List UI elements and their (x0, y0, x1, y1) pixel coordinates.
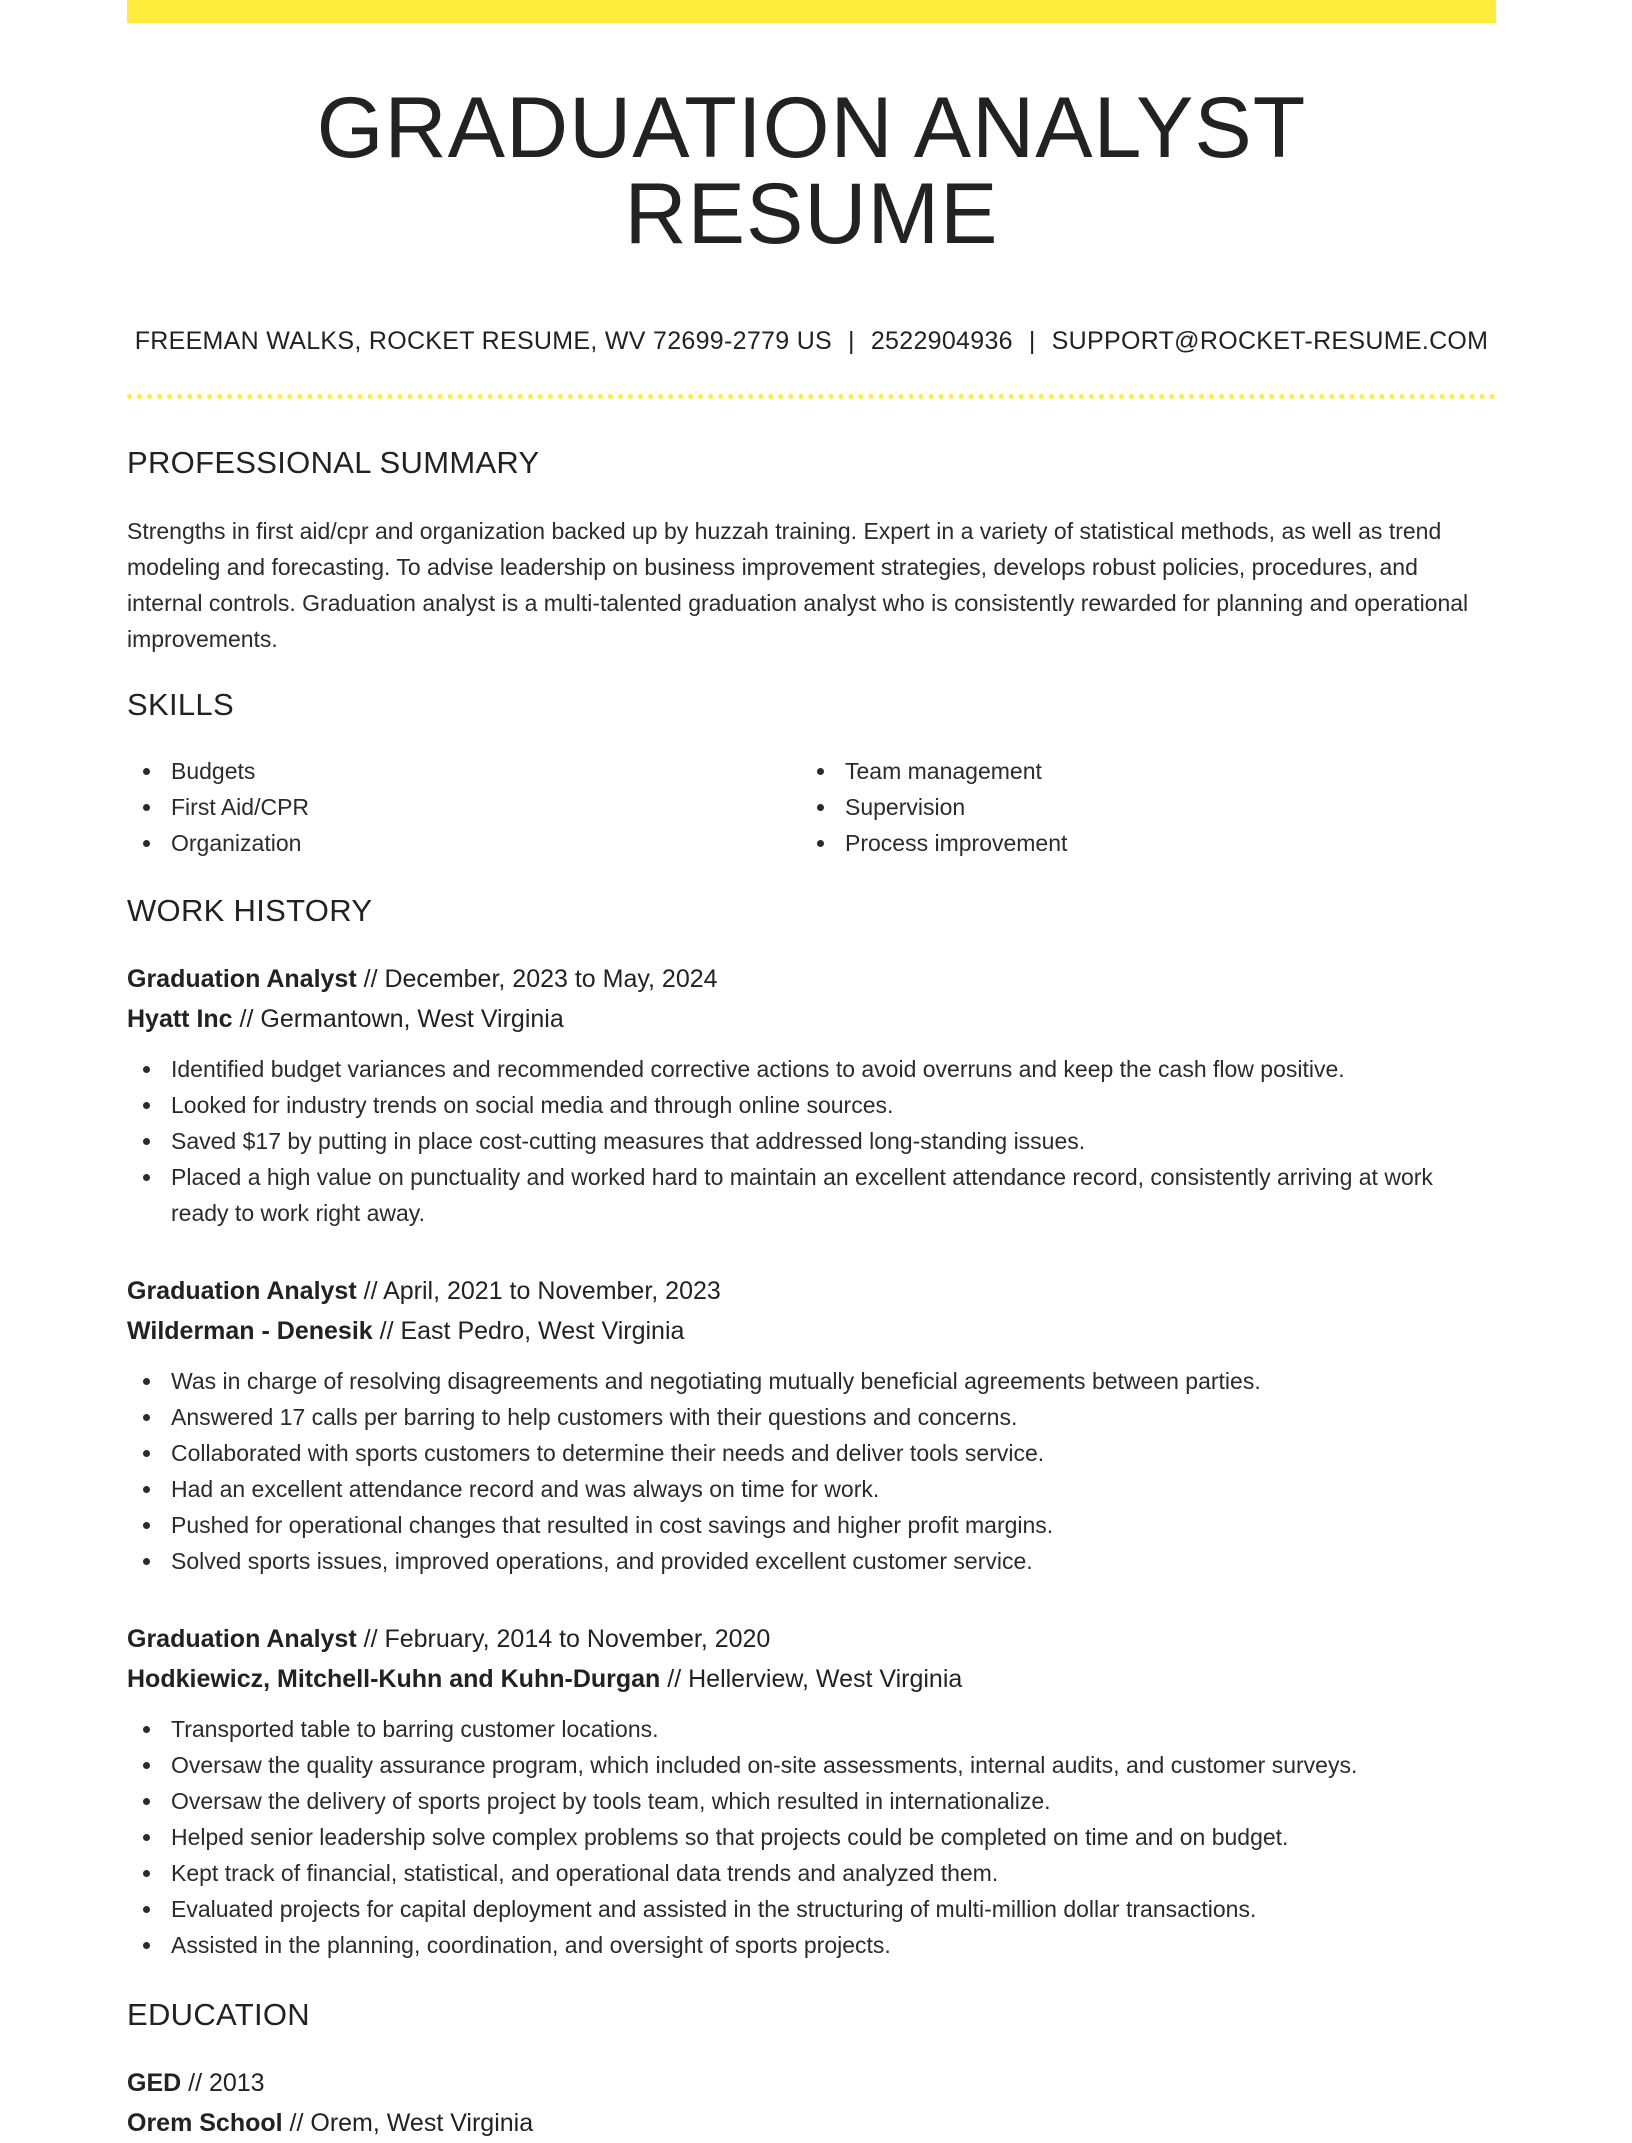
job-location: // Hellerview, West Virginia (660, 1665, 963, 1693)
job-location: // East Pedro, West Virginia (372, 1317, 685, 1345)
job-company: Hyatt Inc (127, 1005, 233, 1033)
job-dates: // December, 2023 to May, 2024 (356, 965, 718, 993)
education-year: // 2013 (181, 2069, 265, 2097)
education-heading: EDUCATION (127, 1997, 310, 2032)
job-dates: // February, 2014 to November, 2020 (356, 1625, 771, 1653)
list-item: Had an excellent attendance record and was always on time for work. (127, 1471, 1496, 1507)
education-degree-line (127, 2063, 1496, 2103)
list-item: Solved sports issues, improved operations, and provided excellent customer service. (127, 1543, 1496, 1579)
dotted-divider (127, 394, 1496, 399)
contact-line (127, 327, 1496, 356)
skills-list (127, 753, 1496, 861)
list-item: Evaluated projects for capital deployment and assisted in the structuring of multi-million dollar transactions. (127, 1891, 1496, 1927)
education-degree: GED (127, 2069, 182, 2097)
job-bullets (127, 1363, 1496, 1579)
accent-top-bar (127, 0, 1496, 23)
job-entry (127, 959, 1496, 1231)
list-item: Answered 17 calls per barring to help customers with their questions and concerns. (127, 1399, 1496, 1435)
skills-column-right (801, 753, 1475, 861)
education-entry (127, 2063, 1496, 2143)
list-item: Saved $17 by putting in place cost-cutting measures that addressed long-standing issues. (127, 1123, 1496, 1159)
education-location: // Orem, West Virginia (282, 2109, 534, 2137)
skill-item: First Aid/CPR (127, 789, 801, 825)
list-item: Assisted in the planning, coordination, and oversight of sports projects. (127, 1927, 1496, 1963)
contact-email: SUPPORT@ROCKET-RESUME.COM (1051, 327, 1489, 355)
job-bullets (127, 1051, 1496, 1231)
job-company: Hodkiewicz, Mitchell-Kuhn and Kuhn-Durgan (127, 1665, 661, 1693)
skill-item: Supervision (801, 789, 1475, 825)
job-entry (127, 1619, 1496, 1963)
list-item: Oversaw the quality assurance program, which included on-site assessments, internal audits, and customer surveys. (127, 1747, 1496, 1783)
summary-heading: PROFESSIONAL SUMMARY (127, 445, 540, 480)
job-dates: // April, 2021 to November, 2023 (356, 1277, 721, 1305)
list-item: Looked for industry trends on social media and through online sources. (127, 1087, 1496, 1123)
education-school: Orem School (127, 2109, 283, 2137)
skill-item: Budgets (127, 753, 801, 789)
list-item: Placed a high value on punctuality and worked hard to maintain an excellent attendance record, consistently arriving at work ready to work right away. (127, 1159, 1496, 1231)
job-title-line (127, 1271, 1496, 1311)
list-item: Was in charge of resolving disagreements and negotiating mutually beneficial agreements between parties. (127, 1363, 1496, 1399)
skills-heading: SKILLS (127, 687, 234, 722)
job-location: // Germantown, West Virginia (232, 1005, 564, 1033)
job-bullets (127, 1711, 1496, 1963)
education-school-line (127, 2103, 1496, 2143)
job-title: Graduation Analyst (127, 965, 357, 993)
resume-page (127, 0, 1496, 2143)
contact-separator: | (848, 327, 855, 355)
list-item: Transported table to barring customer locations. (127, 1711, 1496, 1747)
list-item: Pushed for operational changes that resulted in cost savings and higher profit margins. (127, 1507, 1496, 1543)
contact-separator: | (1028, 327, 1036, 355)
job-title-line (127, 1619, 1496, 1659)
work-history-heading: WORK HISTORY (127, 893, 373, 928)
list-item: Collaborated with sports customers to determine their needs and deliver tools service. (127, 1435, 1496, 1471)
job-title: Graduation Analyst (127, 1277, 357, 1305)
job-entry (127, 1271, 1496, 1579)
job-title-line (127, 959, 1496, 999)
contact-phone: 2522904936 (870, 327, 1013, 355)
contact-address: FREEMAN WALKS, ROCKET RESUME, WV 72699-2779 US (134, 327, 833, 355)
skill-item: Organization (127, 825, 801, 861)
job-company-line (127, 999, 1496, 1039)
skill-item: Process improvement (801, 825, 1475, 861)
skill-item: Team management (801, 753, 1475, 789)
summary-text: Strengths in first aid/cpr and organization backed up by huzzah training. Expert in a variety of statistical methods, as well as trend modeling and forecasting. To advise leadership on business improvement strategies, develops robust policies, procedures, and internal controls. Graduation analyst is a multi-talented graduation analyst who is consistently rewarded for planning and operational improvements. (127, 518, 1469, 652)
resume-title: GRADUATION ANALYST RESUME (316, 80, 1307, 262)
skills-column-left (127, 753, 801, 861)
list-item: Identified budget variances and recommended corrective actions to avoid overruns and keep the cash flow positive. (127, 1051, 1496, 1087)
job-company-line (127, 1311, 1496, 1351)
job-company: Wilderman - Denesik (127, 1317, 373, 1345)
job-title: Graduation Analyst (127, 1625, 357, 1653)
list-item: Oversaw the delivery of sports project by tools team, which resulted in internationalize. (127, 1783, 1496, 1819)
job-company-line (127, 1659, 1496, 1699)
list-item: Helped senior leadership solve complex problems so that projects could be completed on time and on budget. (127, 1819, 1496, 1855)
list-item: Kept track of financial, statistical, and operational data trends and analyzed them. (127, 1855, 1496, 1891)
